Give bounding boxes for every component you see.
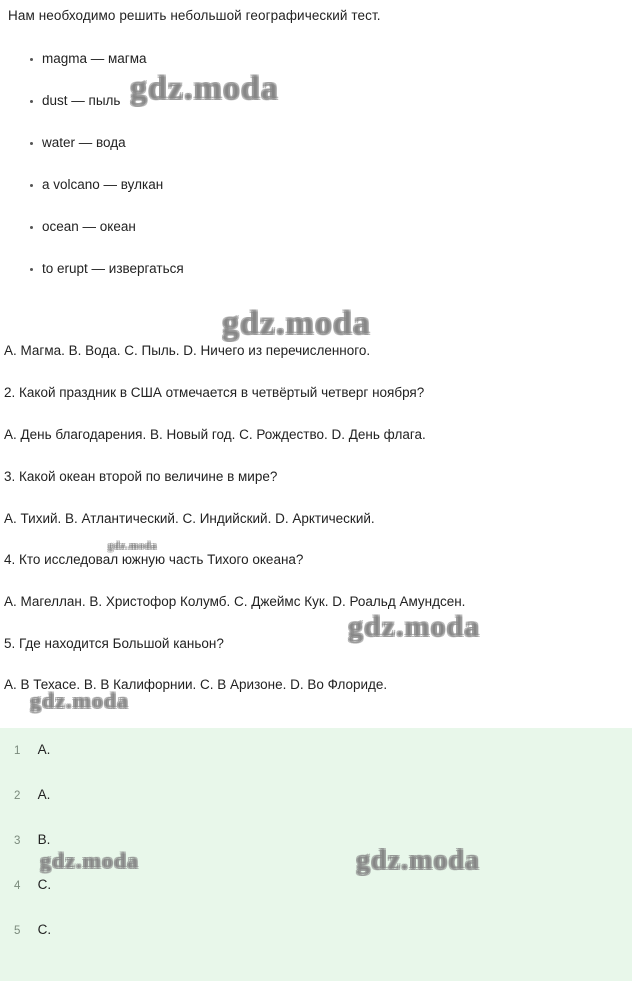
question-3-text: 3. Какой океан второй по величине в мире? [4, 469, 278, 484]
answer-row [14, 877, 51, 892]
list-item: water — вода [8, 122, 608, 164]
intro-text: Нам необходимо решить небольшой географический тест. [8, 8, 381, 23]
list-item: ocean — океан [8, 206, 608, 248]
question-2-text: 2. Какой праздник в США отмечается в четвёртый четверг ноября? [4, 385, 425, 400]
list-item: a volcano — вулкан [8, 164, 608, 206]
answers-panel [0, 728, 632, 981]
watermark: gdz.moda [30, 688, 130, 713]
answer-row [14, 832, 50, 847]
answer-row [14, 787, 50, 802]
answer-number: 4 [14, 880, 21, 892]
watermark: gdz.moda [130, 70, 279, 107]
answer-number: 3 [14, 835, 21, 847]
watermark: gdz.moda [222, 305, 371, 342]
question-2-options: A. День благодарения. B. Новый год. C. Рождество. D. День флага. [4, 427, 426, 442]
answer-value: A. [37, 742, 51, 757]
question-4-text: 4. Кто исследовал южную часть Тихого океана? [4, 552, 304, 567]
list-item: magma — магма [8, 38, 608, 80]
question-3-options: A. Тихий. B. Атлантический. C. Индийский. D. Арктический. [4, 511, 375, 526]
answer-row [14, 742, 50, 757]
answer-number: 2 [14, 790, 21, 802]
answer-value: A. [37, 787, 51, 802]
list-item: to erupt — извергаться [8, 248, 608, 290]
answer-value: C. [37, 922, 52, 937]
vocabulary-list [8, 38, 608, 290]
answer-value: B. [37, 832, 51, 847]
answer-number: 1 [14, 745, 21, 757]
watermark: gdz.moda [108, 541, 158, 552]
answer-value: C. [37, 877, 52, 892]
question-5-text: 5. Где находится Большой каньон? [4, 636, 224, 651]
question-1-options: A. Магма. B. Вода. C. Пыль. D. Ничего из перечисленного. [4, 343, 371, 358]
question-4-options: A. Магеллан. B. Христофор Колумб. C. Джеймс Кук. D. Роальд Амундсен. [4, 594, 466, 609]
watermark: gdz.moda [348, 610, 481, 643]
answer-number: 5 [14, 925, 21, 937]
list-item: dust — пыль [8, 80, 608, 122]
answer-row [14, 922, 51, 937]
question-5-options: A. В Техасе. B. В Калифорнии. C. В Аризоне. D. Во Флориде. [4, 677, 388, 692]
